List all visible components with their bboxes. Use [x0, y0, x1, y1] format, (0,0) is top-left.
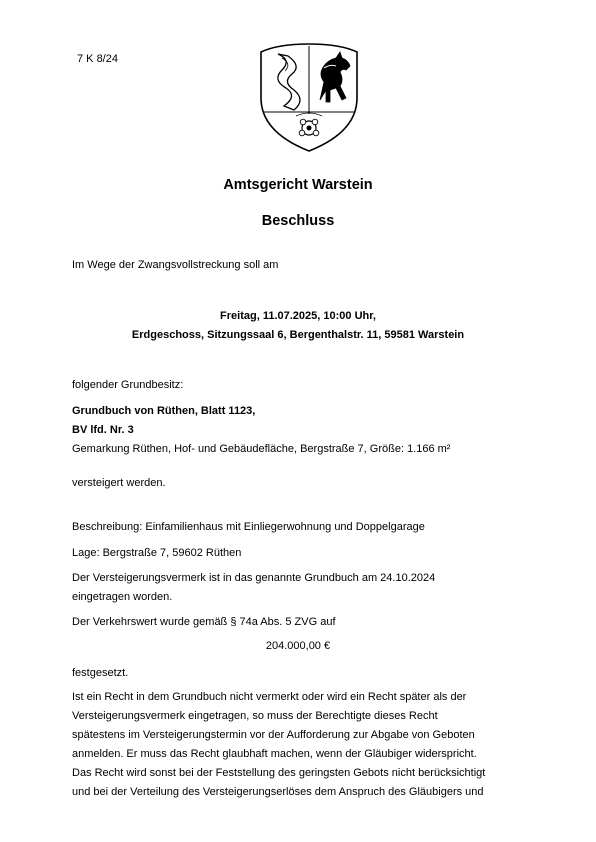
auction-phrase: versteigert werden.	[72, 477, 166, 489]
legal-line: und bei der Verteilung des Versteigerungserlöses dem Anspruch des Gläubigers und	[72, 786, 484, 798]
legal-line: spätestens im Versteigerungstermin vor der Aufforderung zur Abgabe von Geboten	[72, 729, 475, 741]
case-number: 7 K 8/24	[77, 53, 118, 65]
land-register: Grundbuch von Rüthen, Blatt 1123,	[72, 405, 256, 417]
court-name: Amtsgericht Warstein	[223, 177, 373, 193]
legal-line: Ist ein Recht in dem Grundbuch nicht vermerkt oder wird ein Recht später als der	[72, 691, 467, 703]
market-value-set: festgesetzt.	[72, 667, 129, 679]
parcel-info: Gemarkung Rüthen, Hof- und Gebäudefläche, Bergstraße 7, Größe: 1.166 m²	[72, 443, 451, 455]
document-title: Beschluss	[261, 213, 335, 229]
legal-line: anmelden. Er muss das Recht glaubhaft machen, wenn der Gläubiger widerspricht.	[72, 748, 477, 760]
register-note-line: Der Versteigerungsvermerk ist in das genannte Grundbuch am 24.10.2024	[72, 572, 436, 584]
legal-paragraph	[72, 688, 532, 802]
intro-text: Im Wege der Zwangsvollstreckung soll am	[72, 259, 279, 271]
market-value-intro: Der Verkehrswert wurde gemäß § 74a Abs. 5 ZVG auf	[72, 616, 336, 628]
bv-number: BV lfd. Nr. 3	[72, 424, 134, 436]
legal-line: Versteigerungsvermerk eingetragen, so muss der Berechtigte dieses Recht	[72, 710, 438, 722]
auction-location: Erdgeschoss, Sitzungssaal 6, Bergenthalstr. 11, 59581 Warstein	[131, 329, 465, 341]
auction-date: Freitag, 11.07.2025, 10:00 Uhr,	[220, 310, 376, 322]
register-note-line: eingetragen worden.	[72, 591, 173, 603]
property-description: Beschreibung: Einfamilienhaus mit Einliegerwohnung und Doppelgarage	[72, 521, 425, 533]
legal-line: Das Recht wird sonst bei der Feststellung des geringsten Gebots nicht berücksichtigt	[72, 767, 486, 779]
property-location: Lage: Bergstraße 7, 59602 Rüthen	[72, 547, 242, 559]
market-value-amount: 204.000,00 €	[265, 640, 331, 652]
property-intro: folgender Grundbesitz:	[72, 379, 184, 391]
coat-of-arms-icon	[258, 40, 360, 153]
